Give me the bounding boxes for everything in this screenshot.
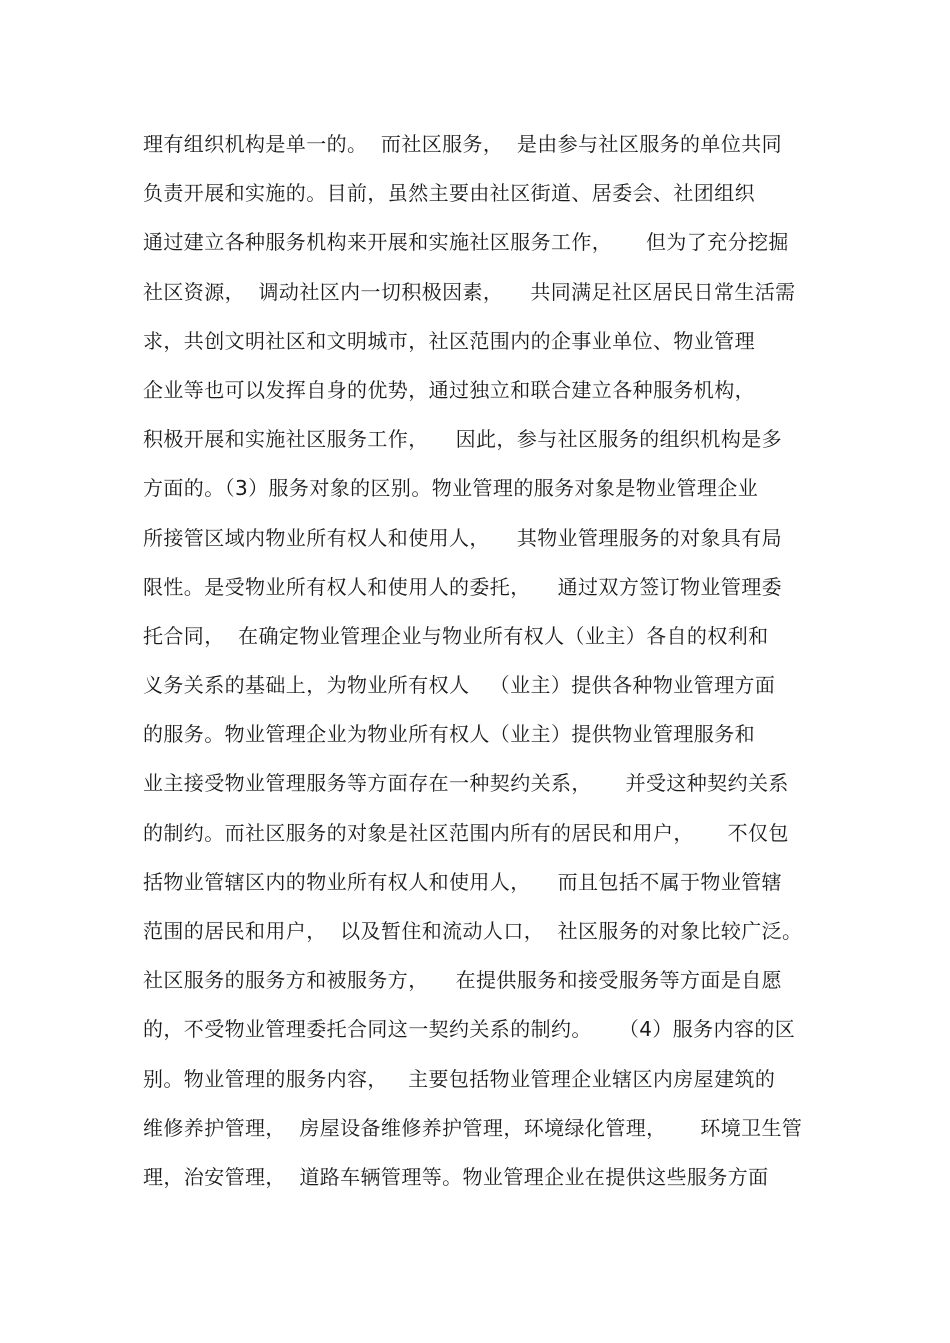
text-line: 的制约。而社区服务的对象是社区范围内所有的居民和用户， 不仅包 [143,820,789,845]
text-line: 求，共创文明社区和文明城市，社区范围内的企事业单位、物业管理 [143,328,755,353]
text-line: 限性。是受物业所有权人和使用人的委托， 通过双方签订物业管理委 [143,574,783,599]
text-line: 义务关系的基础上，为物业所有权人 （业主）提供各种物业管理方面 [143,673,776,698]
text-line: 的服务。物业管理企业为物业所有权人（业主）提供物业管理服务和 [143,722,755,747]
text-line: 业主接受物业管理服务等方面存在一种契约关系， 并受这种契约关系 [143,771,789,796]
text-line: 托合同， 在确定物业管理企业与物业所有权人（业主）各自的权利和 [143,623,769,648]
text-line: 所接管区域内物业所有权人和使用人， 其物业管理服务的对象具有局 [143,525,783,550]
text-line: 别。物业管理的服务内容， 主要包括物业管理企业辖区内房屋建筑的 [143,1066,776,1091]
text-line: 企业等也可以发挥自身的优势，通过独立和联合建立各种服务机构， [143,377,755,402]
text-line: 负责开展和实施的。目前，虽然主要由社区街道、居委会、社团组织 [143,181,755,206]
text-line: 通过建立各种服务机构来开展和实施社区服务工作， 但为了充分挖掘 [143,230,789,255]
text-line: 方面的。（3）服务对象的区别。物业管理的服务对象是物业管理企业 [143,476,759,501]
text-line: 范围的居民和用户， 以及暂住和流动人口， 社区服务的对象比较广泛。 [143,919,803,943]
text-line: 理有组织机构是单一的。 而社区服务， 是由参与社区服务的单位共同 [143,132,783,156]
text-line: 理，治安管理， 道路车辆管理等。物业管理企业在提供这些服务方面 [143,1164,769,1189]
text-line: 括物业管辖区内的物业所有权人和使用人， 而且包括不属于物业管辖 [143,869,783,894]
text-line: 维修养护管理， 房屋设备维修养护管理，环境绿化管理， 环境卫生管 [143,1115,803,1140]
text-line: 积极开展和实施社区服务工作， 因此，参与社区服务的组织机构是多 [143,427,783,452]
text-line: 社区服务的服务方和被服务方， 在提供服务和接受服务等方面是自愿 [143,968,783,993]
body-text [143,120,843,1202]
text-line: 的，不受物业管理委托合同这一契约关系的制约。 （4）服务内容的区 [143,1017,796,1042]
text-line: 社区资源， 调动社区内一切积极因素， 共同满足社区居民日常生活需 [143,279,796,304]
